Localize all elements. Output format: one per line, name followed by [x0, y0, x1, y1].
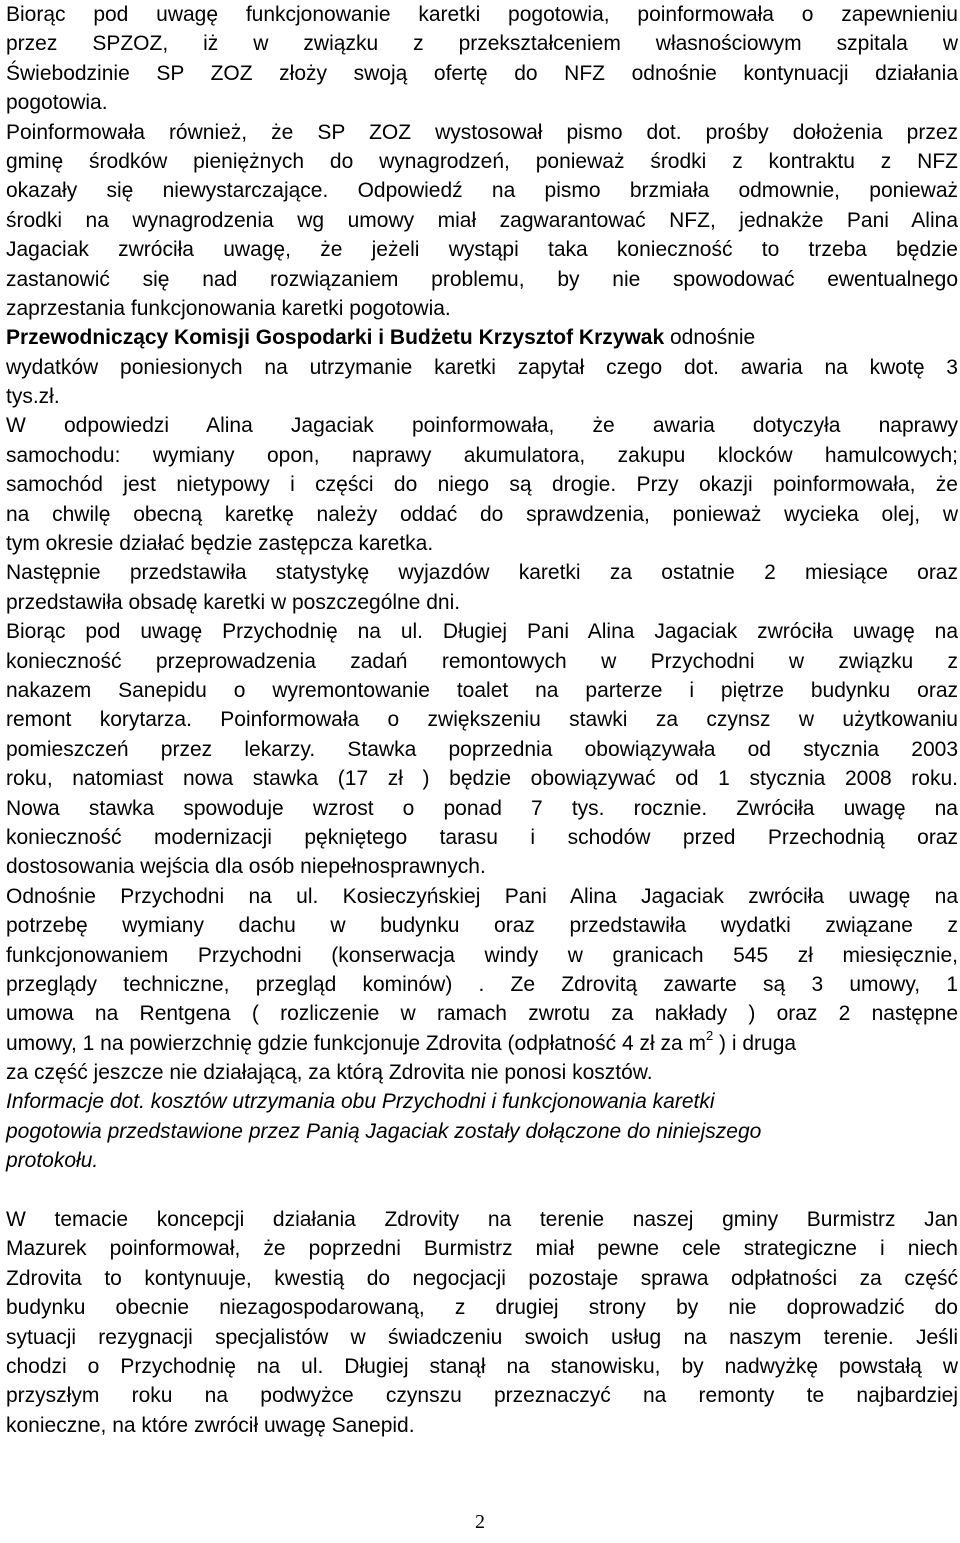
text-line: Mazurek poinformował, że poprzedni Burmistrz miał pewne cele strategiczne i niech: [6, 1237, 958, 1261]
blank-line: [6, 1176, 958, 1205]
speaker-name: Przewodniczący Komisji Gospodarki i Budżetu Krzysztof Krzywak: [6, 326, 665, 350]
page-number: 2: [475, 1511, 485, 1533]
text-line: Odnośnie Przychodni na ul. Kosieczyńskiej Pani Alina Jagaciak zwróciła uwagę na: [6, 884, 958, 908]
text-line: [6, 1029, 958, 1058]
text-line: gminę środków pieniężnych do wynagrodzeń, ponieważ środki z kontraktu z NFZ: [6, 149, 958, 173]
text-line: przyszłym roku na podwyżce czynszu przeznaczyć na remonty te najbardziej: [6, 1384, 958, 1408]
text-line: potrzebę wymiany dachu w budynku oraz przedstawiła wydatki związane z: [6, 914, 958, 938]
text-line: konieczność modernizacji pękniętego tarasu i schodów przed Przechodnią oraz: [6, 825, 958, 849]
text-line: Świebodzinie SP ZOZ złoży swoją ofertę do NFZ odnośnie kontynuacji działania: [6, 61, 958, 85]
text-line: sytuacji rezygnacji specjalistów w świadczeniu swoich usług na naszym terenie. Jeśli: [6, 1325, 958, 1349]
text-line: [6, 323, 958, 352]
paragraph-ambulance-offer: [6, 0, 958, 118]
text-line: tym okresie działać będzie zastępcza karetka.: [6, 532, 434, 556]
superscript: 2: [705, 1027, 714, 1043]
text-line: przez SPZOZ, iż w związku z przekształceniem własnościowym szpitala w: [6, 32, 958, 56]
text-line: Zdrovita to kontynuuje, kwestią do negocjacji pozostaje sprawa odpłatności za część: [6, 1266, 958, 1290]
text-line: zastanowić się nad rozwiązaniem problemu, by nie spowodować ewentualnego: [6, 267, 958, 291]
paragraph-attachment-note: [6, 1087, 958, 1175]
text-line: za część jeszcze nie działającą, za którą Zdrovita nie ponosi kosztów.: [6, 1061, 653, 1085]
text-line: okazały się niewystarczające. Odpowiedź na pismo brzmiała odmownie, ponieważ: [6, 179, 958, 203]
text-line: Biorąc pod uwagę funkcjonowanie karetki pogotowia, poinformowała o zapewnieniu: [6, 3, 958, 26]
text-line: pogotowia.: [6, 91, 108, 115]
paragraph-funding-request: [6, 118, 958, 324]
text-line: samochodu: wymiany opon, naprawy akumulatora, zakupu klocków hamulcowych;: [6, 443, 958, 467]
text-line: przedstawiła obsadę karetki w poszczególne dni.: [6, 590, 461, 614]
text-line: tys.zł.: [6, 385, 60, 409]
text-line: Nowa stawka spowoduje wzrost o ponad 7 tys. rocznie. Zwróciła uwagę na: [6, 796, 958, 820]
text-line: chodzi o Przychodnię na ul. Długiej stanął na stanowisku, by nadwyżkę powstałą w: [6, 1354, 958, 1378]
text-line: na chwilę obecną karetkę należy oddać do sprawdzenia, ponieważ wycieka olej, w: [6, 502, 958, 526]
text-line: Poinformowała również, że SP ZOZ wystosował pismo dot. prośby dołożenia przez: [6, 120, 958, 144]
text-fragment: ) i druga: [713, 1031, 797, 1055]
text-fragment: odnośnie: [664, 326, 756, 350]
text-line: nakazem Sanepidu o wyremontowanie toalet na parterze i piętrze budynku oraz: [6, 678, 958, 702]
text-line: W odpowiedzi Alina Jagaciak poinformowała, że awaria dotyczyła naprawy: [6, 414, 958, 438]
text-line: konieczność przeprowadzenia zadań remontowych w Przychodni w związku z: [6, 649, 958, 673]
paragraph-kosieczynska-clinic: [6, 882, 958, 1088]
text-line: umowa na Rentgena ( rozliczenie w ramach zwrotu za nakłady ) oraz 2 następne: [6, 1002, 958, 1026]
text-line: zaprzestania funkcjonowania karetki pogotowia.: [6, 296, 451, 320]
text-line: Jagaciak zwróciła uwagę, że jeżeli wystąpi taka konieczność to trzeba będzie: [6, 238, 958, 262]
paragraph-dluga-clinic: [6, 617, 958, 882]
text-line: roku, natomiast nowa stawka (17 zł ) będzie obowiązywać od 1 stycznia 2008 roku.: [6, 767, 958, 791]
text-line: przeglądy techniczne, przegląd kominów) . Ze Zdrovitą zawarte są 3 umowy, 1: [6, 972, 958, 996]
text-line: funkcjonowaniem Przychodni (konserwacja windy w granicach 545 zł miesięcznie,: [6, 943, 958, 967]
text-fragment: umowy, 1 na powierzchnię gdzie funkcjonuje Zdrovita (odpłatność 4 zł za m: [6, 1031, 706, 1055]
text-line: protokołu.: [6, 1149, 99, 1173]
text-line: budynku obecnie niezagospodarowaną, z drugiej strony by nie doprowadzić do: [6, 1296, 958, 1320]
text-line: Biorąc pod uwagę Przychodnię na ul. Długiej Pani Alina Jagaciak zwróciła uwagę na: [6, 620, 958, 644]
text-line: pomieszczeń przez lekarzy. Stawka poprzednia obowiązywała od stycznia 2003: [6, 737, 958, 761]
text-line: wydatków poniesionych na utrzymanie karetki zapytał czego dot. awaria na kwotę 3: [6, 355, 958, 379]
paragraph-zdrovita-concept: [6, 1205, 958, 1440]
text-line: pogotowia przedstawione przez Panią Jagaciak zostały dołączone do niniejszego: [6, 1119, 762, 1143]
document-body: [6, 0, 958, 1440]
text-line: środki na wynagrodzenia wg umowy miał zagwarantować NFZ, jednakże Pani Alina: [6, 208, 958, 232]
text-line: remont korytarza. Poinformowała o zwiększeniu stawki za czynsz w użytkowaniu: [6, 708, 958, 732]
text-line: dostosowania wejścia dla osób niepełnosprawnych.: [6, 855, 486, 879]
paragraph-repair-answer: [6, 411, 958, 558]
text-line: konieczne, na które zwrócił uwagę Sanepid.: [6, 1413, 415, 1437]
text-line: W temacie koncepcji działania Zdrovity na terenie naszej gminy Burmistrz Jan: [6, 1208, 958, 1232]
text-line: Następnie przedstawiła statystykę wyjazdów karetki za ostatnie 2 miesiące oraz: [6, 561, 958, 585]
text-line: Informacje dot. kosztów utrzymania obu Przychodni i funkcjonowania karetki: [6, 1090, 715, 1114]
paragraph-chairman-question: [6, 323, 958, 411]
text-line: samochód jest nietypowy i części do niego są drogie. Przy okazji poinformowała, że: [6, 473, 958, 497]
paragraph-statistics: [6, 558, 958, 617]
